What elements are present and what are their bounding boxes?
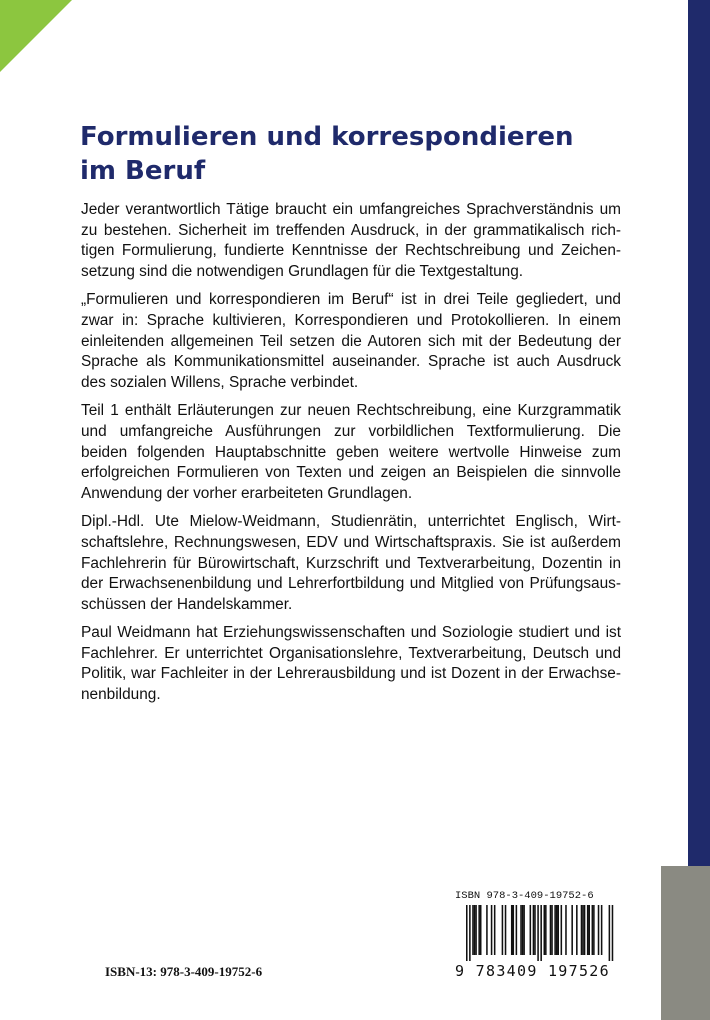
paragraph-line: Sprache als Kommunikationsmittel auseinander. Sprache ist auch Ausdruck (81, 353, 621, 371)
blurb-text (81, 200, 621, 714)
barcode-bar (593, 905, 595, 955)
barcode-bar (475, 905, 477, 955)
barcode-bar (551, 905, 553, 955)
barcode-bar (565, 905, 567, 955)
barcode-digits: 9 783409 197526 (455, 962, 610, 980)
book-title-line-2: im Beruf (80, 156, 206, 186)
barcode-bar (540, 905, 542, 961)
barcode-bar (533, 905, 535, 955)
barcode-bar (592, 905, 594, 955)
paragraph-line: einleitenden allgemeinen Teil setzen die Autoren sich mit der Bedeutung der (81, 332, 621, 350)
barcode-bar (478, 905, 480, 955)
paragraph-line: schaftslehre, Rechnungswesen, EDV und Wirtschaftspraxis. Sie ist außerdem (81, 533, 621, 551)
paragraph (81, 512, 621, 615)
paragraph-line: Fachlehrerin für Bürowirtschaft, Kurzschrift und Textverarbeitung, Dozentin in (81, 554, 621, 572)
paragraph-line: Teil 1 enthält Erläuterungen zur neuen Rechtschreibung, eine Kurzgrammatik (81, 402, 621, 420)
barcode-bar (598, 905, 600, 955)
barcode-bar (472, 905, 474, 955)
barcode-isbn-text: ISBN 978-3-409-19752-6 (455, 890, 594, 902)
paragraph-line: Dipl.-Hdl. Ute Mielow-Weidmann, Studienrätin, unterrichtet Englisch, Wirt- (81, 513, 621, 531)
barcode-bar (480, 905, 482, 955)
grey-block (661, 866, 710, 1020)
paragraph-line: nenbildung. (81, 686, 161, 704)
barcode-bar (544, 905, 546, 955)
barcode-bar (523, 905, 525, 955)
barcode-bar (571, 905, 573, 955)
paragraph-line: Fachlehrer. Er unterrichtet Organisationslehre, Textverarbeitung, Deutsch und (81, 644, 621, 662)
paragraph-line: „Formulieren und korrespondieren im Beruf“ ist in drei Teile gegliedert, und (81, 291, 621, 309)
paragraph-line: beiden folgenden Hauptabschnitte geben weitere wertvolle Hinweise zum (81, 443, 621, 461)
paragraph-line: Paul Weidmann hat Erziehungswissenschaften und Soziologie studiert und ist (81, 624, 621, 642)
isbn-13-label: ISBN-13: 978-3-409-19752-6 (105, 964, 263, 979)
corner-triangle (0, 0, 72, 72)
barcode-bar (534, 905, 536, 955)
barcode-bar (516, 905, 518, 955)
paragraph-line: Politik, war Fachleiter in der Lehrerausbildung und ist Dozent in der Erwachse- (81, 665, 621, 683)
barcode-bar (537, 905, 539, 961)
paragraph-line: Anwendung der vorher erarbeiteten Grundlagen. (81, 484, 413, 502)
barcode-bar (609, 905, 611, 961)
barcode-bars (456, 905, 622, 961)
barcode-bar (469, 905, 471, 961)
paragraph (81, 401, 621, 504)
barcode-bar (582, 905, 584, 955)
barcode-bar (494, 905, 496, 955)
paragraph-line: der Erwachsenenbildung und Lehrerfortbildung und Mitglied von Prüfungsaus- (81, 575, 621, 593)
barcode-bar (466, 905, 468, 961)
barcode-bar (601, 905, 603, 955)
barcode-bar (530, 905, 532, 955)
paragraph-line: zwar in: Sprache kultivieren, Korrespondieren und Protokollieren. In einem (81, 311, 621, 329)
paragraph-line: und umfangreiche Ausführungen zur vorbildlichen Textformulierung. Die (81, 422, 621, 440)
barcode-bar (522, 905, 524, 955)
paragraph-line: erfolgreichen Formulieren von Texten und zeigen an Beispielen die sinnvolle (81, 464, 621, 482)
barcode-bar (612, 905, 614, 961)
barcode-bar (505, 905, 507, 955)
barcode-bar (486, 905, 488, 955)
paragraph-line: des sozialen Willens, Sprache verbindet. (81, 373, 359, 391)
paragraph (81, 290, 621, 393)
barcode-bar (556, 905, 558, 955)
barcode-bar (561, 905, 563, 955)
barcode-bar (550, 905, 552, 955)
barcode-bar (520, 905, 522, 955)
paragraph-line: schüssen der Handelskammer. (81, 595, 293, 613)
paragraph (81, 200, 621, 282)
barcode-bar (513, 905, 515, 955)
paragraph (81, 623, 621, 705)
barcode-bar (557, 905, 559, 955)
barcode-bar (554, 905, 556, 955)
paragraph-line: Jeder verantwortlich Tätige braucht ein umfangreiches Sprachverständnis um (81, 201, 621, 218)
paragraph-line: zu bestehen. Sicherheit im treffenden Ausdruck, in der grammatikalisch rich- (81, 221, 621, 239)
barcode-bar (588, 905, 590, 955)
book-title (80, 120, 640, 188)
paragraph-line: setzung sind die notwendigen Grundlagen für die Textgestaltung. (81, 262, 524, 280)
barcode-bar (545, 905, 547, 955)
book-title-line-1: Formulieren und korrespondieren (80, 122, 574, 152)
barcode-bar (502, 905, 504, 955)
barcode-bar (581, 905, 583, 955)
barcode-bar (576, 905, 578, 955)
paragraph-line: tigen Formulierung, fundierte Kenntnisse der Rechtschreibung und Zeichen- (81, 242, 621, 260)
barcode-bar (587, 905, 589, 955)
barcode-bar (584, 905, 586, 955)
barcode-bar (491, 905, 493, 955)
barcode-bar (474, 905, 476, 955)
barcode-bar (511, 905, 513, 955)
